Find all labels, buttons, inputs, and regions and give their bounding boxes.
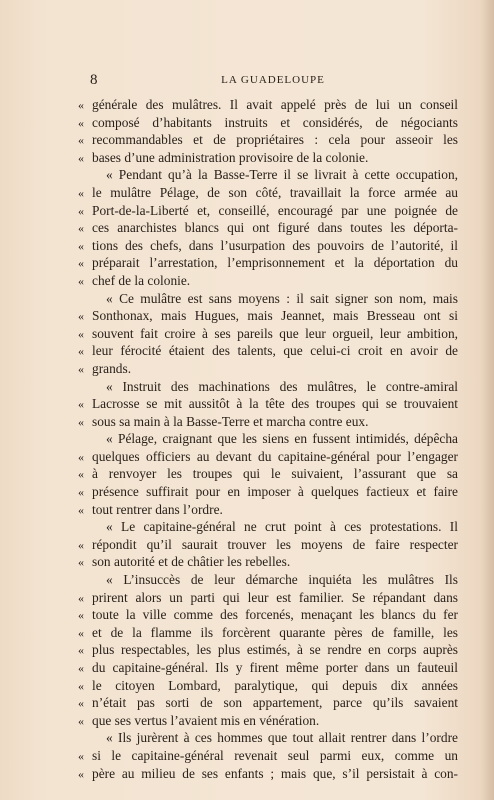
quote-mark: « <box>78 625 84 640</box>
line-text: préparait l’arrestation, l’emprisonnement et la déportation du <box>92 255 458 271</box>
quote-mark: « <box>78 414 84 429</box>
line-text: bases d’une administration provisoire de la colonie. <box>92 149 369 165</box>
line-text: « Pélage, craignant que les siens en fussent intimidés, dépêcha <box>106 431 458 447</box>
line-text: toute la ville comme des forcenés, menaçant les blancs du fer <box>92 607 458 623</box>
text-line <box>78 254 458 272</box>
text-line <box>78 483 458 501</box>
text-line <box>78 747 458 765</box>
running-head: LA GUADELOUPE <box>221 74 325 86</box>
quote-mark: « <box>78 502 84 517</box>
line-text: ces anarchistes blancs qui ont figuré dans toutes les déporta- <box>92 220 458 236</box>
text-line <box>78 712 458 730</box>
quote-mark: « <box>78 256 84 271</box>
text-line <box>78 184 458 202</box>
quote-mark: « <box>78 397 84 412</box>
line-text: chef de la colonie. <box>92 272 191 288</box>
line-text: générale des mulâtres. Il avait appelé près de lui un conseil <box>92 97 458 112</box>
text-line <box>78 131 458 149</box>
line-text: père au milieu de ses enfants ; mais que, s’il persistait à con- <box>92 765 458 781</box>
line-text: recommandables et de propriétaires : cela pour asseoir les <box>92 132 458 148</box>
quote-mark: « <box>78 766 84 781</box>
line-text: que ses vertus l’avaient mis en vénération. <box>92 712 320 728</box>
text-line <box>78 307 458 325</box>
quote-mark: « <box>78 678 84 693</box>
text-line <box>78 219 458 237</box>
quote-mark: « <box>78 326 84 341</box>
line-text: grands. <box>92 360 132 376</box>
line-text: « Pendant qu’à la Basse-Terre il se livrait à cette occupation, <box>106 167 458 183</box>
line-text: à renvoyer les troupes qui le suivaient, l’assurant que sa <box>92 466 458 482</box>
quote-mark: « <box>78 273 84 288</box>
line-text: n’était pas sorti de son appartement, parce qu’ils savaient <box>92 695 458 711</box>
text-line <box>78 290 458 308</box>
line-text: prirent alors un parti qui leur est familier. Se répandant dans <box>92 589 458 605</box>
text-line <box>78 606 458 624</box>
text-line <box>78 694 458 712</box>
quote-mark: « <box>78 748 84 763</box>
line-text: le mulâtre Pélage, de son côté, travaillait la force armée au <box>92 184 458 200</box>
line-text: son autorité et de châtier les rebelles. <box>92 554 291 570</box>
text-line <box>78 166 458 184</box>
text-line <box>78 501 458 519</box>
text-line <box>78 553 458 571</box>
quote-mark: « <box>78 203 84 218</box>
text-line <box>78 149 458 167</box>
line-text: souvent fait croire à ses pareils que leur orgueil, leur ambition, <box>92 325 458 341</box>
text-line <box>78 114 458 132</box>
line-text: « Instruit des machinations des mulâtres, le contre-amiral <box>106 378 458 394</box>
line-text: quelques officiers au devant du capitaine-général pour l’engager <box>92 448 458 464</box>
text-line <box>78 342 458 360</box>
quote-mark: « <box>78 221 84 236</box>
line-text: Port-de-la-Liberté et, conseillé, encouragé par une poignée de <box>92 202 458 218</box>
page-edge-shadow <box>480 0 494 800</box>
text-line <box>78 448 458 466</box>
line-text: leur férocité étaient des talents, que celui-ci croit en avoir de <box>92 343 458 359</box>
line-text: tions des chefs, dans l’usurpation des pouvoirs de l’autorité, il <box>92 237 458 253</box>
quote-mark: « <box>78 485 84 500</box>
line-text: le citoyen Lombard, paralytique, qui depuis dix années <box>92 677 458 693</box>
text-line <box>78 677 458 695</box>
quote-mark: « <box>78 238 84 253</box>
text-line <box>78 659 458 677</box>
page-number: 8 <box>90 72 98 88</box>
line-text: « L’insuccès de leur démarche inquiéta les mulâtres Ils <box>106 572 458 588</box>
text-line <box>78 624 458 642</box>
text-line <box>78 237 458 255</box>
line-text: composé d’habitants instruits et considérés, de négociants <box>92 114 458 130</box>
text-line <box>78 413 458 431</box>
text-line <box>78 360 458 378</box>
text-line <box>78 465 458 483</box>
line-text: si le capitaine-général revenait seul parmi eux, comme un <box>92 747 458 763</box>
text-line <box>78 589 458 607</box>
page-header <box>90 72 456 88</box>
text-line <box>78 272 458 290</box>
quote-mark: « <box>78 361 84 376</box>
text-line <box>78 641 458 659</box>
line-text: « Ils jurèrent à ces hommes que tout allait rentrer dans l’ordre <box>106 730 458 746</box>
text-line <box>78 518 458 536</box>
quote-mark: « <box>78 115 84 130</box>
line-text: Sonthonax, mais Hugues, mais Jeannet, mais Bresseau ont si <box>92 308 458 324</box>
text-line <box>78 430 458 448</box>
text-line <box>78 202 458 220</box>
quote-mark: « <box>78 555 84 570</box>
quote-mark: « <box>78 150 84 165</box>
line-text: plus respectables, les plus estimés, à se rendre en corps auprès <box>92 642 458 658</box>
quote-mark: « <box>78 661 84 675</box>
quote-mark: « <box>78 344 84 359</box>
quote-mark: « <box>78 537 84 552</box>
quote-mark: « <box>78 185 84 200</box>
text-line <box>78 765 458 783</box>
text-line <box>78 378 458 396</box>
quote-mark: « <box>78 133 84 148</box>
line-text: Lacrosse se mit aussitôt à la tête des troupes qui se trouvaient <box>92 396 458 412</box>
line-text: sous sa main à la Basse-Terre et marcha contre eux. <box>92 413 369 429</box>
text-line <box>78 571 458 589</box>
quote-mark: « <box>78 696 84 711</box>
text-line <box>78 325 458 343</box>
quote-mark: « <box>78 713 84 728</box>
quote-mark: « <box>78 467 84 482</box>
text-line <box>78 536 458 554</box>
line-text: répondit qu’il saurait trouver les moyens de faire respecter <box>92 536 458 552</box>
body-text <box>78 96 458 782</box>
line-text: du capitaine-général. Ils y firent même porter dans un fauteuil <box>92 660 458 675</box>
text-line <box>78 395 458 413</box>
quote-mark: « <box>78 98 84 112</box>
line-text: tout rentrer dans l’ordre. <box>92 501 223 517</box>
line-text: « Ce mulâtre est sans moyens : il sait signer son nom, mais <box>106 290 458 306</box>
quote-mark: « <box>78 309 84 324</box>
line-text: présence suffirait pour en imposer à quelques factieux et faire <box>92 484 458 500</box>
quote-mark: « <box>78 643 84 658</box>
line-text: « Le capitaine-général ne crut point à ces protestations. Il <box>106 519 458 535</box>
text-line <box>78 96 458 114</box>
quote-mark: « <box>78 590 84 605</box>
quote-mark: « <box>78 608 84 623</box>
line-text: et de la flamme ils forcèrent quarante pères de famille, les <box>92 624 458 640</box>
quote-mark: « <box>78 449 84 464</box>
text-line <box>78 729 458 747</box>
